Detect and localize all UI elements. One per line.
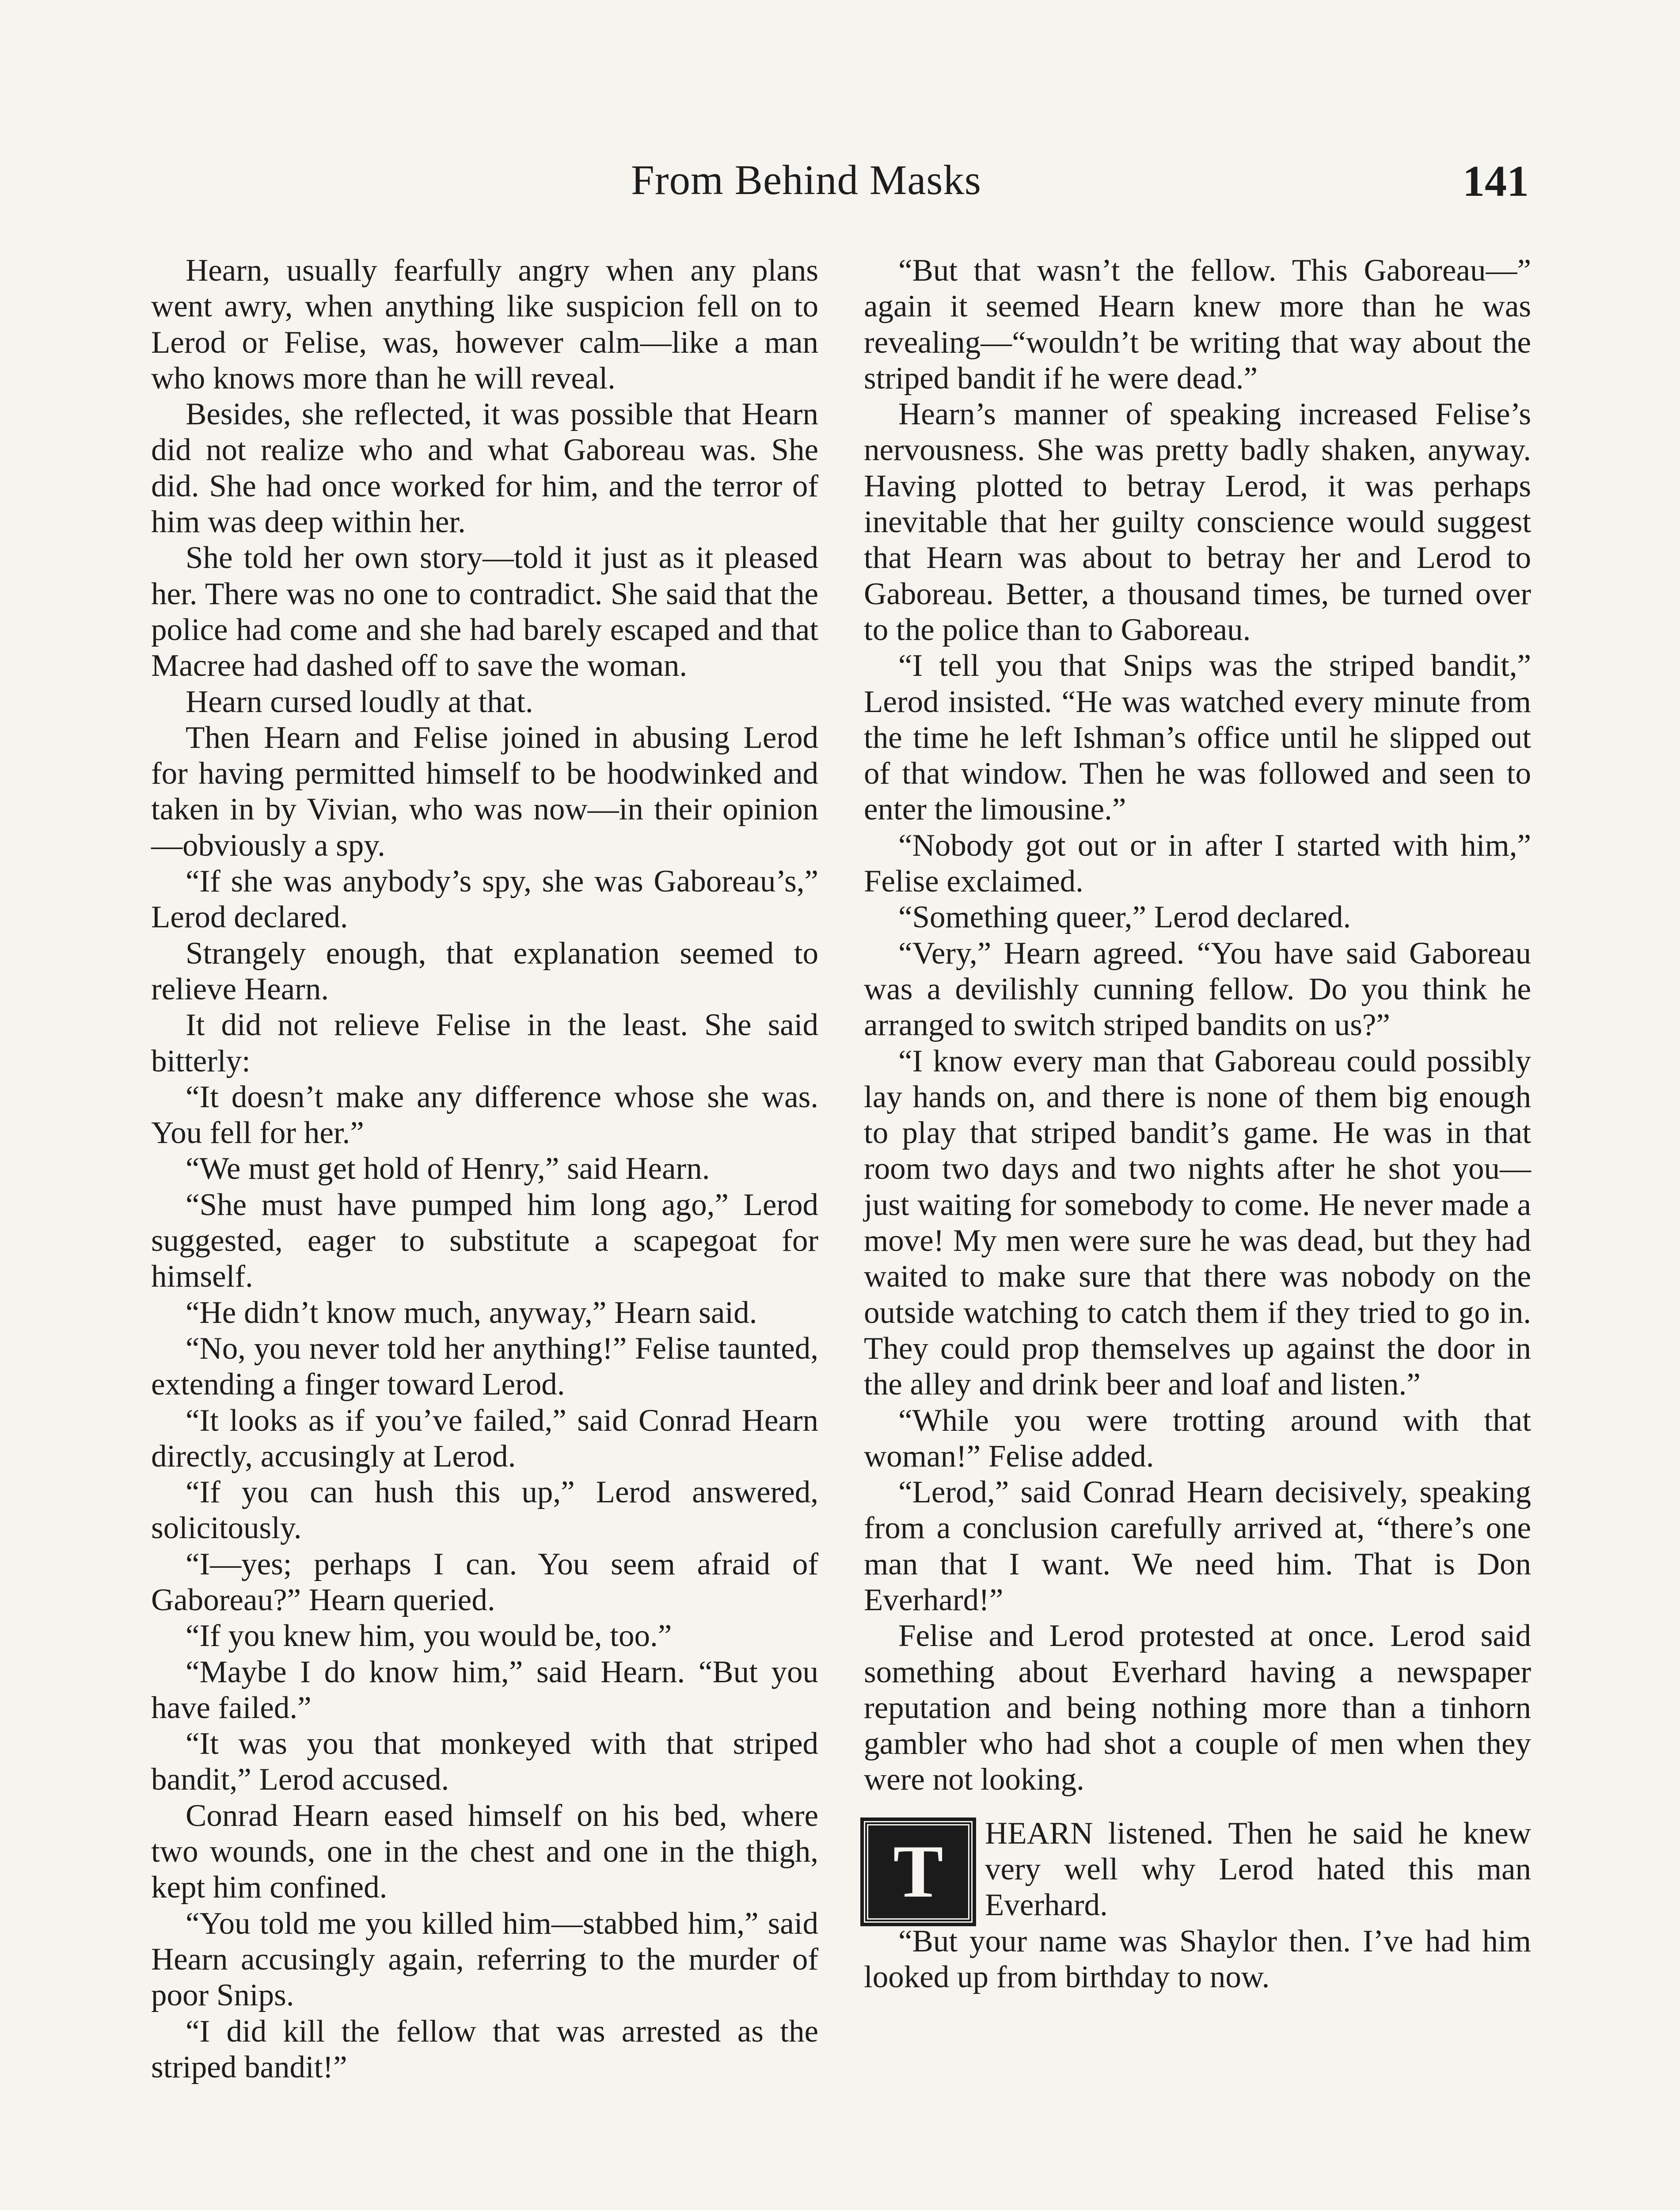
paragraph: Besides, she reflected, it was possible that Hearn did not realize who and what Gaboreau was. She did. She had once worked for him, and the terror of him was deep within her. — [151, 397, 818, 540]
paragraph: Hearn’s manner of speaking increased Felise’s nervousness. She was pretty badly shaken, anyway. Having plotted to betray Lerod, it was perhaps inevitable that her guilty conscience would suggest that Hearn was about to betray her and Lerod to Gaboreau. Better, a thousand times, be turned over to the police than to Gaboreau. — [864, 397, 1531, 647]
paragraph: “If you can hush this up,” Lerod answered, solicitously. — [151, 1475, 818, 1546]
paragraph: “If you knew him, you would be, too.” — [186, 1619, 672, 1654]
paragraph: “I tell you that Snips was the striped bandit,” Lerod insisted. “He was watched every minute from the time he left Ishman’s office until he slipped out of that window. Then he was followed and seen to enter the limousine.” — [864, 648, 1531, 827]
running-title: From Behind Masks — [631, 156, 981, 203]
paragraph: “We must get hold of Henry,” said Hearn. — [186, 1151, 710, 1186]
paragraph: “He didn’t know much, anyway,” Hearn said. — [186, 1295, 757, 1330]
paragraph: “It was you that monkeyed with that striped bandit,” Lerod accused. — [151, 1726, 818, 1797]
dropcap-paragraph — [864, 1816, 1531, 1924]
paragraph: “You told me you killed him—stabbed him,” said Hearn accusingly again, referring to the murder of poor Snips. — [151, 1906, 818, 2013]
paragraph: Conrad Hearn eased himself on his bed, where two wounds, one in the chest and one in the thigh, kept him confined. — [151, 1798, 818, 1905]
paragraph: “I know every man that Gaboreau could possibly lay hands on, and there is none of them big enough to play that striped bandit’s game. He was in that room two days and two nights after he shot you—just waiting for somebody to come. He never made a move! My men were sure he was dead, but they had waited to make sure that there was nobody on the outside watching to catch them if they tried to go in. They could prop themselves up against the door in the alley and drink beer and loaf and listen.” — [864, 1044, 1531, 1402]
paragraph: “No, you never told her anything!” Felise taunted, extending a finger toward Lerod. — [151, 1331, 818, 1402]
paragraph: Then Hearn and Felise joined in abusing Lerod for having permitted himself to be hoodwinked and taken in by Vivian, who was now—in their opinion—obviously a spy. — [151, 720, 818, 863]
paragraph: Felise and Lerod protested at once. Lerod said something about Everhard having a newspaper reputation and being nothing more than a tinhorn gambler who had shot a couple of men when they were not looking. — [864, 1619, 1531, 1797]
paragraph: Strangely enough, that explanation seemed to relieve Hearn. — [151, 936, 818, 1006]
paragraph: “Nobody got out or in after I started with him,” Felise exclaimed. — [864, 828, 1531, 899]
right-column — [864, 253, 1531, 1995]
paragraph: “Maybe I do know him,” said Hearn. “But you have failed.” — [151, 1654, 818, 1725]
paragraph: Hearn cursed loudly at that. — [186, 684, 533, 719]
paragraph: “I—yes; perhaps I can. You seem afraid of Gaboreau?” Hearn queried. — [151, 1547, 818, 1617]
paragraph: “If she was anybody’s spy, she was Gaboreau’s,” Lerod declared. — [151, 864, 818, 935]
paragraph: “Very,” Hearn agreed. “You have said Gaboreau was a devilishly cunning fellow. Do you think he arranged to switch striped bandits on us?” — [864, 936, 1531, 1043]
section-break — [864, 1798, 1531, 1816]
left-column — [151, 253, 818, 2085]
paragraph: “Something queer,” Lerod declared. — [898, 900, 1351, 935]
dropcap-initial: T — [864, 1821, 973, 1923]
paragraph: Hearn, usually fearfully angry when any plans went awry, when anything like suspicion fell on to Lerod or Felise, was, however calm—like a man who knows more than he will reveal. — [151, 253, 818, 396]
paragraph: “But your name was Shaylor then. I’ve had him looked up from birthday to now. — [864, 1924, 1531, 1994]
page-number: 141 — [1463, 156, 1529, 206]
paragraph: HEARN listened. Then he said he knew very well why Lerod hated this man Everhard. — [985, 1816, 1531, 1923]
paragraph: “But that wasn’t the fellow. This Gaboreau—” again it seemed Hearn knew more than he was revealing—“wouldn’t be writing that way about the striped bandit if he were dead.” — [864, 253, 1531, 396]
paragraph: “She must have pumped him long ago,” Lerod suggested, eager to substitute a scapegoat for himself. — [151, 1187, 818, 1294]
paragraph: It did not relieve Felise in the least. She said bitterly: — [151, 1008, 818, 1078]
paragraph: “It doesn’t make any difference whose she was. You fell for her.” — [151, 1079, 818, 1151]
paragraph: “While you were trotting around with that woman!” Felise added. — [864, 1403, 1531, 1474]
paragraph: “It looks as if you’ve failed,” said Conrad Hearn directly, accusingly at Lerod. — [151, 1403, 818, 1474]
paragraph: “I did kill the fellow that was arrested as the striped bandit!” — [151, 2014, 818, 2084]
page-header — [0, 156, 1680, 217]
paragraph: “Lerod,” said Conrad Hearn decisively, speaking from a conclusion carefully arrived at, “there’s one man that I want. We need him. That is Don Everhard!” — [864, 1475, 1531, 1617]
paragraph: She told her own story—told it just as it pleased her. There was no one to contradict. She said that the police had come and she had barely escaped and that Macree had dashed off to save the woman. — [151, 541, 818, 683]
